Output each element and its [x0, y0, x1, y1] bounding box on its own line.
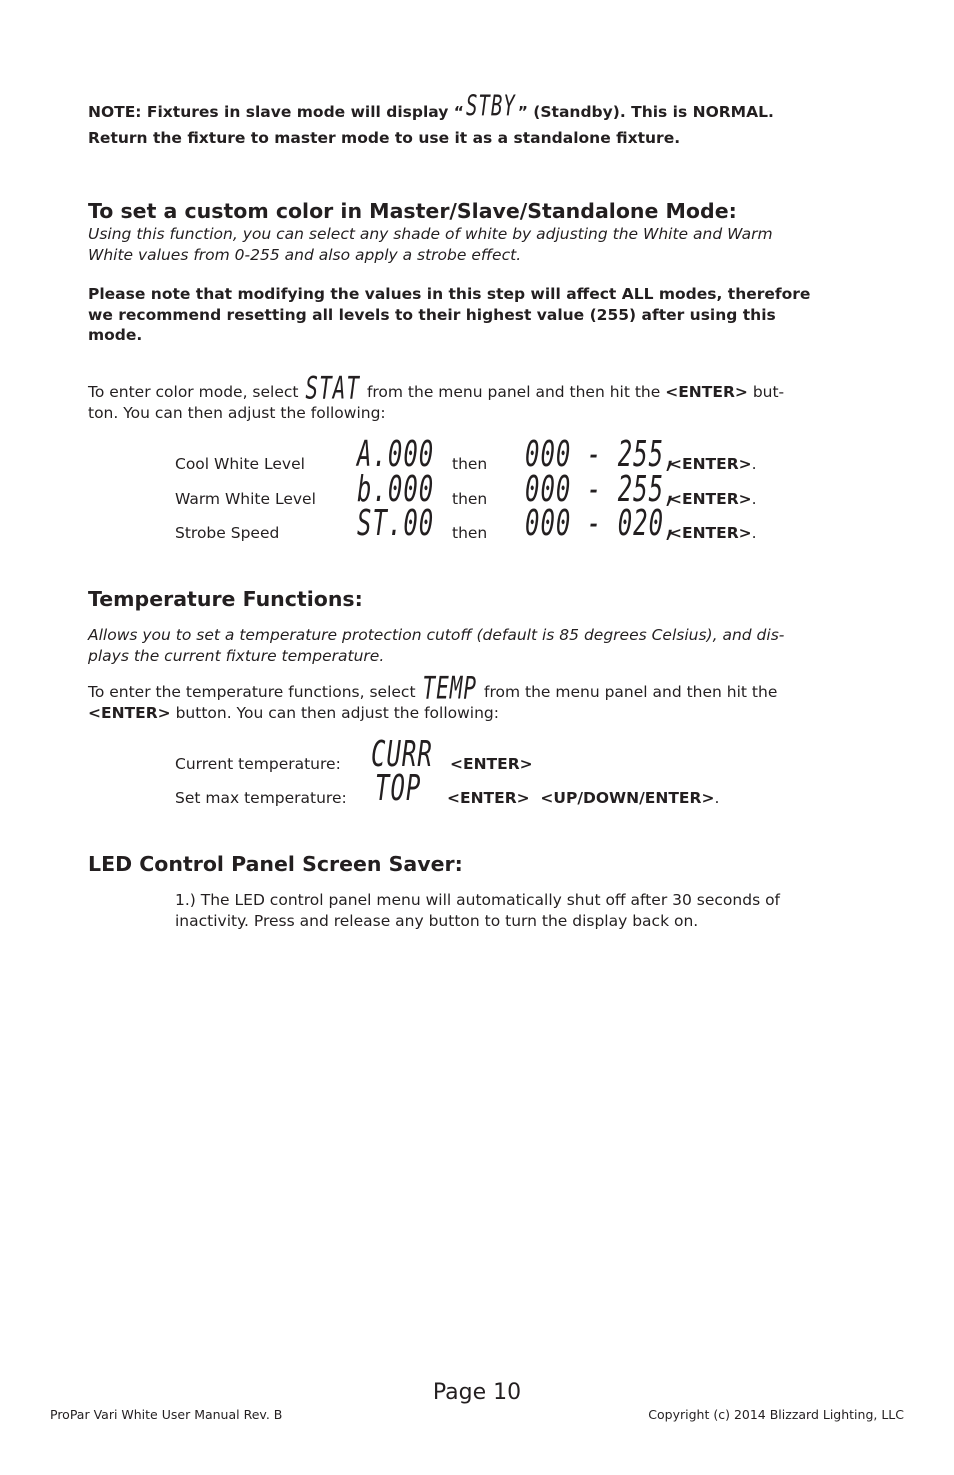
stby-display: STBY	[465, 89, 516, 123]
standby-note	[88, 89, 888, 151]
footer-copyright: Copyright (c) 2014 Blizzard Lighting, LLC	[648, 1407, 904, 1422]
instr-text: To enter color mode, select	[88, 383, 299, 401]
row-range: 000 - 255,	[525, 433, 680, 476]
temperature-instructions	[88, 669, 878, 723]
row-label: Strobe Speed	[175, 524, 280, 542]
instr-text: ton. You can then adjust the following:	[88, 403, 386, 422]
row-end: .	[751, 490, 757, 508]
instr-text: from the menu panel and then hit the	[484, 683, 778, 701]
row-range: 000 - 255,	[525, 468, 680, 511]
note-line2: Return the fixture to master mode to use it as a standalone fixture.	[88, 129, 681, 147]
enter-key-label: <ENTER>	[88, 703, 171, 722]
screensaver-heading: LED Control Panel Screen Saver:	[88, 852, 463, 876]
warning-line: we recommend resetting all levels to their highest value (255) after using this	[88, 305, 776, 324]
warning-line: mode.	[88, 326, 143, 344]
temp-display: TEMP	[422, 669, 478, 706]
row-enter-key: <ENTER>	[669, 490, 752, 508]
row-then: then	[452, 490, 488, 508]
row-label: Warm White Level	[175, 490, 316, 508]
note-prefix: NOTE: Fixtures in slave mode will display “	[88, 103, 464, 121]
custom-color-heading: To set a custom color in Master/Slave/Standalone Mode:	[88, 199, 737, 223]
screensaver-line: 1.) The LED control panel menu will automatically shut off after 30 seconds of	[175, 891, 781, 909]
row-label: Current temperature:	[175, 755, 341, 773]
warning-line: Please note that modifying the values in this step will affect ALL modes, therefore	[88, 285, 811, 303]
instr-text: button. You can then adjust the following:	[175, 703, 499, 722]
screensaver-text	[175, 890, 875, 931]
intro-line: Using this function, you can select any shade of white by adjusting the White and Warm	[88, 225, 773, 243]
row-range: 000 - 020,	[525, 502, 680, 545]
row-enter-key: <ENTER>	[669, 455, 752, 473]
stat-display: STAT	[305, 369, 360, 406]
temperature-heading: Temperature Functions:	[88, 587, 363, 611]
row-display: A.000	[357, 433, 435, 476]
screensaver-line: inactivity. Press and release any button to turn the display back on.	[175, 911, 699, 930]
instr-text: To enter the temperature functions, select	[88, 683, 416, 701]
row-display: ST.00	[357, 502, 435, 545]
note-suffix: ” (Standby). This is NORMAL.	[517, 103, 774, 121]
row-enter-key: <ENTER>	[669, 524, 752, 542]
custom-color-intro	[88, 224, 888, 265]
custom-color-warning	[88, 284, 888, 346]
instr-text: but-	[752, 383, 785, 401]
row-label: Cool White Level	[175, 455, 305, 473]
row-end: .	[714, 789, 720, 807]
row-end: .	[751, 455, 757, 473]
temperature-intro	[88, 625, 878, 666]
top-display: TOP	[375, 767, 422, 810]
row-keys: <ENTER>	[450, 755, 533, 773]
row-label: Set max temperature:	[175, 789, 347, 807]
row-end: .	[751, 524, 757, 542]
footer-manual-title: ProPar Vari White User Manual Rev. B	[50, 1407, 283, 1422]
enter-key-label: <ENTER>	[665, 383, 748, 401]
intro-line: White values from 0-255 and also apply a strobe effect.	[88, 245, 522, 264]
color-mode-instructions	[88, 369, 878, 423]
row-then: then	[452, 455, 488, 473]
intro-line: plays the current fixture temperature.	[88, 646, 385, 665]
row-keys: <ENTER> <UP/DOWN/ENTER>	[447, 789, 715, 807]
row-display: b.000	[357, 468, 435, 511]
row-then: then	[452, 524, 488, 542]
instr-text: from the menu panel and then hit the	[366, 383, 661, 401]
curr-display: CURR	[371, 733, 433, 776]
page-number: Page 10	[432, 1380, 522, 1405]
intro-line: Allows you to set a temperature protection cutoff (default is 85 degrees Celsius), and dis-	[88, 626, 785, 644]
